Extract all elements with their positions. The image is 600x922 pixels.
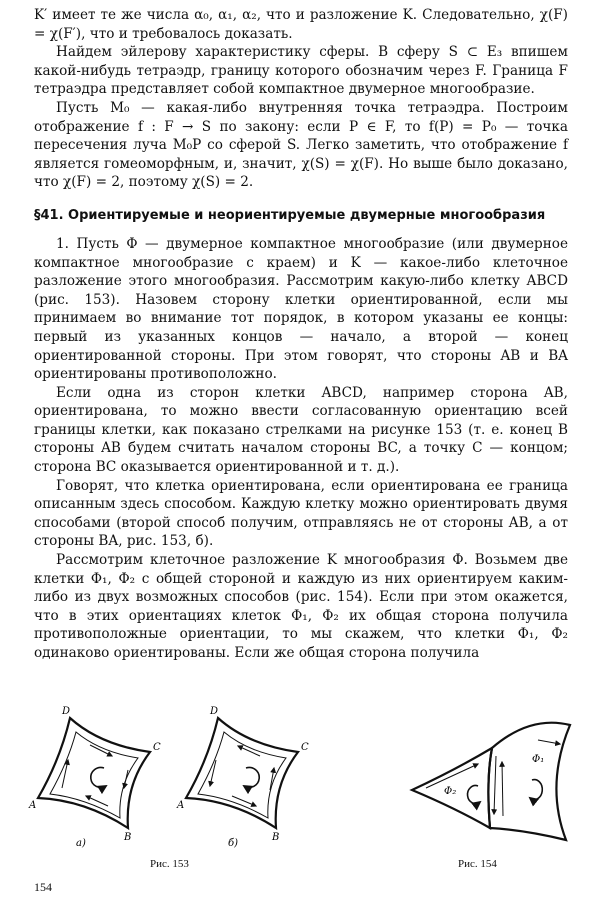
fig153b-label-d: D: [210, 706, 219, 717]
fig153a-label-b: B: [124, 832, 132, 843]
fig153a-label-a: A: [29, 800, 37, 811]
page-body: [34, 6, 568, 663]
fig154-caption: Рис. 154: [458, 858, 497, 870]
fig153a-label-c: C: [153, 742, 161, 753]
fig153b-label-c: C: [301, 742, 309, 753]
section-heading: §41. Ориентируемые и неориентируемые двумерные многообразия: [34, 207, 546, 223]
figures-area: [0, 690, 600, 922]
figures-svg: [0, 690, 600, 922]
paragraph-1: K′ имеет те же числа α₀, α₁, α₂, что и разложение K. Следовательно, χ(F) = χ(F′), что и требовалось доказать.: [34, 7, 568, 42]
fig153-caption: Рис. 153: [150, 858, 189, 870]
fig153-sub-a: а): [76, 838, 86, 849]
fig154-label-phi1: Φ₁: [532, 754, 545, 765]
fig153a-cell: [38, 718, 150, 828]
paragraph-7: Рассмотрим клеточное разложение K многообразия Φ. Возьмем две клетки Φ₁, Φ₂ с общей стороной и каждую из них ориентируем каким-либо из двух возможных способов (рис. 154). Если при этом окажется, что в этих ориентациях клеток Φ₁, Φ₂ их общая сторона получила противоположные ориентации, то мы скажем, что клетки Φ₁, Φ₂ одинаково ориентированы. Если же общая сторона получила: [34, 552, 568, 661]
paragraph-3: Пусть M₀ — какая-либо внутренняя точка тетраэдра. Построим отображение f : F → S по закону: если P ∈ F, то f(P) = P₀ — точка пересечения луча M₀P со сферой S. Легко заметить, что отображение f является гомеоморфным, и, значит, χ(S) = χ(F). Но выше было доказано, что χ(F) = 2, поэтому χ(S) = 2.: [34, 99, 568, 191]
fig153a-label-d: D: [62, 706, 71, 717]
page-number: 154: [34, 880, 52, 894]
paragraph-2: Найдем эйлерову характеристику сферы. В сферу S ⊂ E₃ впишем какой-нибудь тетраэдр, границу которого обозначим через F. Граница F тетраэдра представляет собой компактное двумерное многообразие.: [34, 44, 568, 98]
fig154-cells: [412, 723, 570, 840]
paragraph-5: Если одна из сторон клетки ABCD, например сторона AB, ориентирована, то можно ввести согласованную ориентацию всей границы клетки, как показано стрелками на рисунке 153 (т. е. конец B стороны AB будем считать началом стороны BC, а точку C — концом; сторона BC оказывается ориентированной и т. д.).: [34, 384, 568, 476]
fig153-sub-b: б): [228, 838, 239, 849]
fig153b-cell: [186, 718, 298, 828]
fig153b-label-a: A: [177, 800, 185, 811]
fig154-label-phi2: Φ₂: [444, 786, 457, 797]
paragraph-6: Говорят, что клетка ориентирована, если ориентирована ее граница описанным здесь способом. Каждую клетку можно ориентировать двумя способами (второй способ получим, отправляясь не от стороны AB, а от стороны BA, рис. 153, б).: [34, 477, 568, 550]
paragraph-4: 1. Пусть Φ — двумерное компактное многообразие (или двумерное компактное многообразие с краем) и K — какое-либо клеточное разложение этого многообразия. Рассмотрим какую-либо клетку ABCD (рис. 153). Назовем сторону клетки ориентированной, если мы принимаем во внимание тот порядок, в котором указаны ее концы: первый из указанных концов — начало, а второй — конец ориентированной стороны. При этом говорят, что стороны AB и BA ориентированы противоположно.: [34, 235, 568, 383]
fig153b-label-b: B: [272, 832, 280, 843]
